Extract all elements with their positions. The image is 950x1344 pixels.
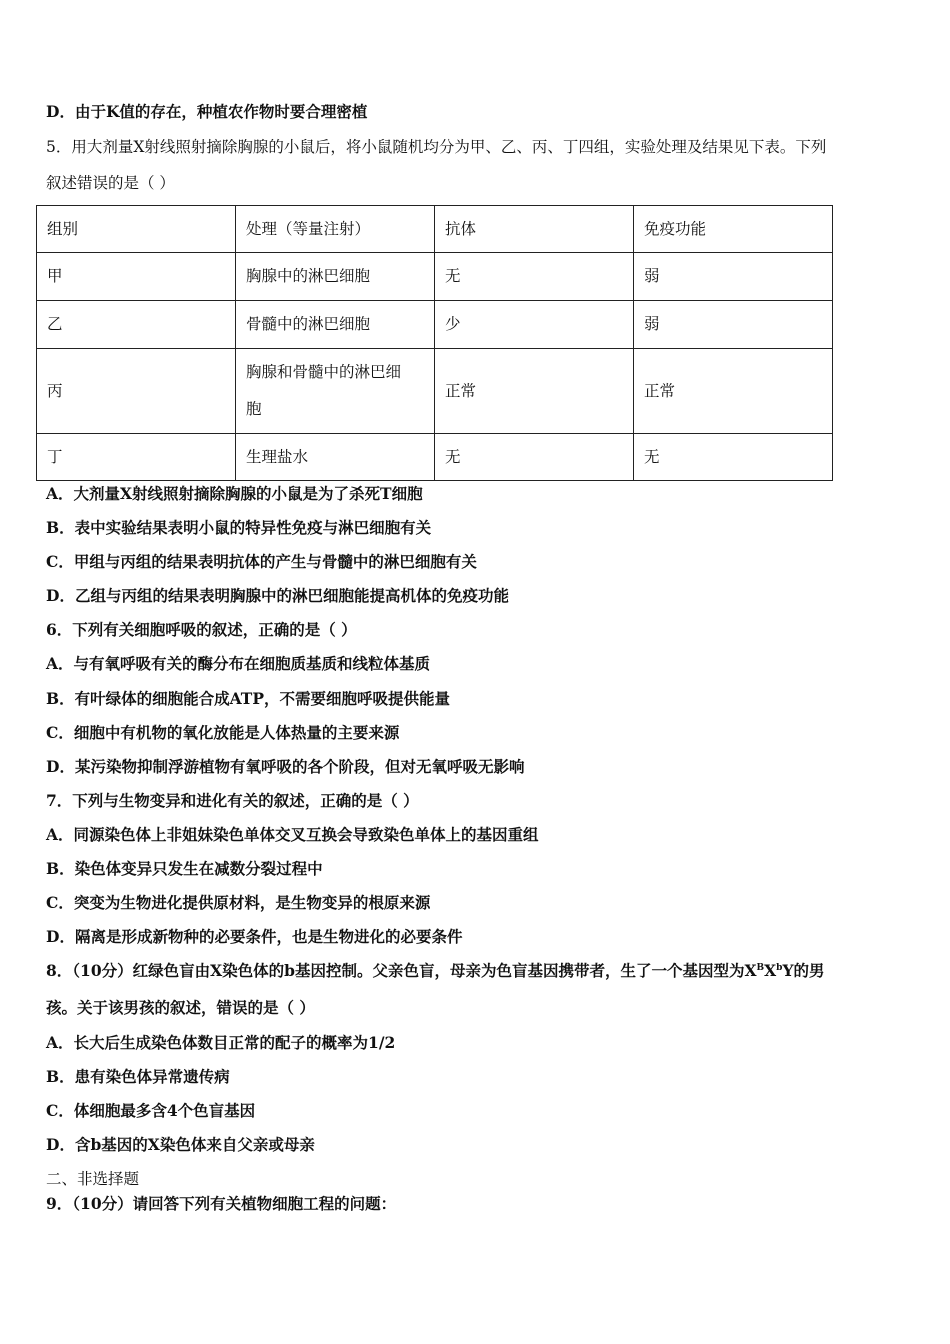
q5-option-d: D．乙组与丙组的结果表明胸腺中的淋巴细胞能提高机体的免疫功能 bbox=[46, 586, 509, 605]
q5-stem-line2: 叙述错误的是（ ） bbox=[46, 174, 175, 192]
q8-stem-line1: 8．（10分）红绿色盲由X染色体的b基因控制。父亲色盲，母亲为色盲基因携带者，生了一个基因型为$X^BX^bY$的男 bbox=[46, 961, 825, 980]
table-row bbox=[37, 434, 833, 481]
q5-option-b: B．表中实验结果表明小鼠的特异性免疫与淋巴细胞有关 bbox=[46, 518, 432, 537]
table-row bbox=[37, 253, 833, 301]
cell-antibody: 无 bbox=[435, 253, 634, 301]
q6-option-b: B．有叶绿体的细胞能合成ATP，不需要细胞呼吸提供能量 bbox=[46, 689, 450, 708]
q7-stem: 7．下列与生物变异和进化有关的叙述，正确的是（ ） bbox=[46, 791, 419, 810]
q6-option-a: A．与有氧呼吸有关的酶分布在细胞质基质和线粒体基质 bbox=[46, 654, 431, 673]
cell-immune-function: 弱 bbox=[634, 253, 833, 301]
q9-stem: 9．（10分）请回答下列有关植物细胞工程的问题： bbox=[46, 1194, 397, 1213]
q8-option-c: C．体细胞最多含4个色盲基因 bbox=[46, 1101, 256, 1120]
cell-group: 乙 bbox=[37, 301, 236, 349]
cell-treatment-line2: 胞 bbox=[246, 400, 262, 418]
q6-option-d: D．某污染物抑制浮游植物有氧呼吸的各个阶段，但对无氧呼吸无影响 bbox=[46, 757, 525, 776]
cell-immune-function: 正常 bbox=[634, 349, 833, 434]
q5-stem-line1: 5．用大剂量X射线照射摘除胸腺的小鼠后，将小鼠随机均分为甲、乙、丙、丁四组，实验处理及结果见下表。下列 bbox=[46, 138, 827, 156]
cell-treatment-line1: 胸腺和骨髓中的淋巴细 bbox=[246, 363, 402, 381]
q8-option-a: A．长大后生成染色体数目正常的配子的概率为1/2 bbox=[46, 1033, 396, 1052]
q8-option-d: D．含b基因的X染色体来自父亲或母亲 bbox=[46, 1135, 315, 1154]
q7-option-b: B．染色体变异只发生在减数分裂过程中 bbox=[46, 859, 323, 878]
cell-treatment: 骨髓中的淋巴细胞 bbox=[236, 301, 435, 349]
q4-option-d: D．由于K值的存在，种植农作物时要合理密植 bbox=[46, 102, 368, 121]
q5-option-a: A．大剂量X射线照射摘除胸腺的小鼠是为了杀死T细胞 bbox=[46, 484, 423, 503]
cell-immune-function: 弱 bbox=[634, 301, 833, 349]
q5-results-table bbox=[36, 205, 833, 481]
table-row bbox=[37, 349, 833, 434]
cell-treatment: 胸腺中的淋巴细胞 bbox=[236, 253, 435, 301]
cell-antibody: 少 bbox=[435, 301, 634, 349]
cell-antibody: 正常 bbox=[435, 349, 634, 434]
table-row bbox=[37, 301, 833, 349]
q5-option-c: C．甲组与丙组的结果表明抗体的产生与骨髓中的淋巴细胞有关 bbox=[46, 552, 477, 571]
header-group: 组别 bbox=[37, 206, 236, 253]
cell-treatment bbox=[236, 349, 435, 434]
q6-stem: 6．下列有关细胞呼吸的叙述，正确的是（ ） bbox=[46, 620, 357, 639]
q8-stem-line2: 孩。关于该男孩的叙述，错误的是（ ） bbox=[46, 998, 315, 1017]
cell-immune-function: 无 bbox=[634, 434, 833, 481]
q7-option-c: C．突变为生物进化提供原材料，是生物变异的根原来源 bbox=[46, 893, 431, 912]
cell-group: 丁 bbox=[37, 434, 236, 481]
q8-option-b: B．患有染色体异常遗传病 bbox=[46, 1067, 230, 1086]
q7-option-a: A．同源染色体上非姐妹染色单体交叉互换会导致染色单体上的基因重组 bbox=[46, 825, 539, 844]
cell-antibody: 无 bbox=[435, 434, 634, 481]
header-antibody: 抗体 bbox=[435, 206, 634, 253]
header-immune-function: 免疫功能 bbox=[634, 206, 833, 253]
cell-group: 丙 bbox=[37, 349, 236, 434]
table-header-row bbox=[37, 206, 833, 253]
cell-treatment: 生理盐水 bbox=[236, 434, 435, 481]
header-treatment: 处理（等量注射） bbox=[236, 206, 435, 253]
q6-option-c: C．细胞中有机物的氧化放能是人体热量的主要来源 bbox=[46, 723, 400, 742]
section-heading-nonchoice: 二、非选择题 bbox=[46, 1170, 140, 1188]
cell-group: 甲 bbox=[37, 253, 236, 301]
q7-option-d: D．隔离是形成新物种的必要条件，也是生物进化的必要条件 bbox=[46, 927, 463, 946]
